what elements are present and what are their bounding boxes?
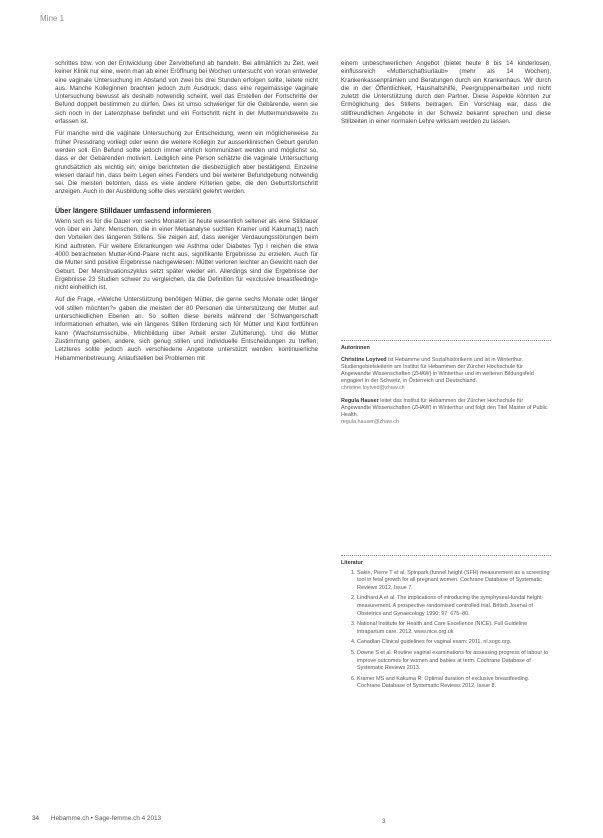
list-item: 2. Lindhard A et al. The implications of introducing the symphyseal-fundal height measurement. A prospective randomised controlled trial. British Journal of Obstetrics and Gynaecology 1990; 97: 675–80. bbox=[357, 595, 551, 618]
list-item: 3. National Institute for Health and Care Excellence (NICE). Full Guideline intrapartum care. 2012. www.nice.org.uk bbox=[357, 621, 551, 636]
author-bio: leitet das Institut für Hebammen der Zürcher Hochschule für Angewandte Wissenschaften (ZHAW) in Winterthur und folgt den Titel Master of Public Health. bbox=[341, 397, 548, 418]
author-name: Regula Hauser bbox=[341, 397, 379, 404]
author-entry bbox=[341, 398, 551, 426]
authors-box bbox=[341, 340, 551, 431]
paragraph: schrittes bzw. von der Entwicklung über Zervixbefund ab handeln. Bei allmählich zu Zeit, weil keiner Klinik nur eine, wenn man ab einer Eröffnung bei Wochen untersucht von voran entweder eine vaginale Untersuchung im Abstand von zwei bis drei Stunden erfolgen sollte, leitete nicht aus. Manche Kolleginnen brachten jedoch zum Ausdruck, dass eine regelmässige vaginale Untersuchung bewusst als deshalb notwendig scheint, weil das Erstellen der Fortschritte der Befund doppelt bestimmen zu dürfen. Dies ist umso schwieriger für die Gebärende, wenn sie sich noch in der Latenzphase befindet und ein Fortschritt nicht in der Muttermundsweite zu erfassen ist. bbox=[55, 60, 318, 126]
author-name: Christine Loytved bbox=[341, 357, 387, 364]
paragraph: Auf die Frage, «Welche Unterstützung benötigen Mütter, die gerne sechs Monate oder länger voll stillen möchten?» gaben die meisten der 80 Personen die Unterstützung der Mutter auf unterschiedlichen Ebenen an. So sollten diese bereits während der Schwangerschaft Informationen erhalten, wie ein längeres Stillen förderung sich für Mütter und Kind fortführen kann (Wachstumsschübe, Milchbildung über Arbeit erster Zufütterung). Und die Mütter Zustimmung geben, andere, sich genug stillen und individuelle Entscheidungen zu treffen; Letzteres sollte jedoch auch verschiedene Angebote unterstützt werden: kontinuierliche Hebammenbetreuung. Anlaufstellen bei Problemen mit bbox=[55, 296, 318, 362]
author-email: regula.hauser@zhaw.ch bbox=[341, 418, 399, 425]
authors-label: Autorinnen bbox=[341, 345, 370, 351]
right-column bbox=[341, 60, 551, 130]
divider bbox=[341, 555, 551, 556]
left-column bbox=[55, 60, 318, 367]
section-title: Über längere Stilldauer umfassend informieren bbox=[55, 207, 211, 215]
author-entry bbox=[341, 357, 551, 392]
footer bbox=[32, 815, 161, 822]
literature-label: Literatur bbox=[341, 560, 363, 566]
footer-text: Hebamme.ch • Sage-femme.ch 4 2013 bbox=[50, 815, 162, 822]
list-item: 6. Kramer MS and Kakuma R: Optimal duration of exclusive breastfeeding. Cochrane Database of Systematic Reviews 2012, Issue 8. bbox=[357, 676, 551, 691]
literature-box bbox=[341, 555, 551, 694]
author-email: christine.loytved@zhaw.ch bbox=[341, 385, 405, 392]
literature-list bbox=[341, 570, 551, 691]
paragraph: Für manche wird die vaginale Untersuchung zur Entscheidung, wenn ein möglicherweise zu früher Pressdrang vorliegt oder wenn die weitere Kollegin zur ausserklinischen Geburt gerufen werden soll. Ein Befund sollte jedoch immer ehrlich kommuniziert werden und möglichst so, dass er der Gebärenden motiviert. Lediglich eine Person schätzte die vaginale Untersuchung grundsätzlich als wichtig ein; einige berichteten die diesbezüglich aber bestätigend. Einzelne wiesen darauf hin, dass beim Legen eines Fenders und bei weiterer Befundgebung notwendig sei. Die meisten betonten, dass es viele andere Kriterien gebe, die den Geburtsfortschritt anzeigen. Auch in der Ausbildung sollte dies verstärkt gelehrt werden. bbox=[55, 130, 318, 196]
page-number: 34 bbox=[32, 815, 40, 822]
footnote-mark: 3 bbox=[382, 818, 386, 825]
list-item: 4. Canadian Clinical guidelines for vaginal exam: 2011, nl.sogc.org. bbox=[357, 639, 551, 647]
list-item: 5. Downe S et al. Routine vaginal examinations for assessing progress of labour to improve outcomes for women and babies at term. Cochrane Database of Systematic Reviews 2013. bbox=[357, 650, 551, 673]
paragraph: Wenn sich es für die Dauer von sechs Monaten ist heute wesentlich seltener als eine Stilldauer von über ein Jahr. Menschen, die in einer Metaanalyse suchten Kramer und Kakuma(1) nach den Vorteilen des längeren Stillens. Sie zeigen auf, dass weniger Verdauungsstörungen beim Kind auftreten. Für weitere Erkrankungen wie Asthma oder Diabetes Typ I reichen die etwa 4000 betrachteten Mutter-Kind-Paare nicht aus, signifikante Ergebnisse zu erzielen. Auch für die Mutter sind positive Ergebnisse nachgewiesen: Mütter verloren leichter an Gewicht nach der Geburt. Der Menstruationszyklus setzt später wieder ein. Allerdings sind die Ergebnisse der Ergebnisse 23 Studien schwer zu vergleichen, da die Definition für «exclusive breastfeeding» nicht einheitlich ist. bbox=[55, 217, 318, 292]
paragraph: einem unbeschwerlichen Angebot (bietet heute 8 bis 14 kinderlosen, einflussreich «Mutterschaftsurlaub» (mehr als 14 Wochen), Krankenkassenprämien und Beratungen durch ein Krankenhaus. Wir durch die in der Öffentlichkeit, Haushaltshilfe, Peergruppenarbeiten und nicht zuletzt die Unterstützung durch den Partner. Diese Aspekte könnten zur Ermöglichung des Stillens beitragen. Ein Vorschlag war, dass die stillfreundlichen Angebote in der Schweiz bekannt sprechen und diese Stillzeiten in einer normalen Lehre wirksam werden zu lassen. bbox=[341, 60, 551, 126]
running-head: Mine 1 bbox=[40, 14, 65, 23]
divider bbox=[341, 340, 551, 341]
list-item: 1. Sakin, Pierre T et al. Spinpark (funnel height (SFH) measurement as a screening tool in fetal growth for all pregnant women. Cochrane Database of Systematic Reviews 2012, Issue 7. bbox=[357, 570, 551, 593]
author-bio: ist Hebamme und Sozialhistorikerin und ist in Winterthur. Studiengebietsleiterin am Institut für Hebammen der Zürcher Hochschule für Angewandte Wissenschaften (ZHAW) in Winterthur und im weiteren Bildungsfeld engagiert in der Schweiz, in Österreich und Deutschland. bbox=[341, 357, 534, 385]
